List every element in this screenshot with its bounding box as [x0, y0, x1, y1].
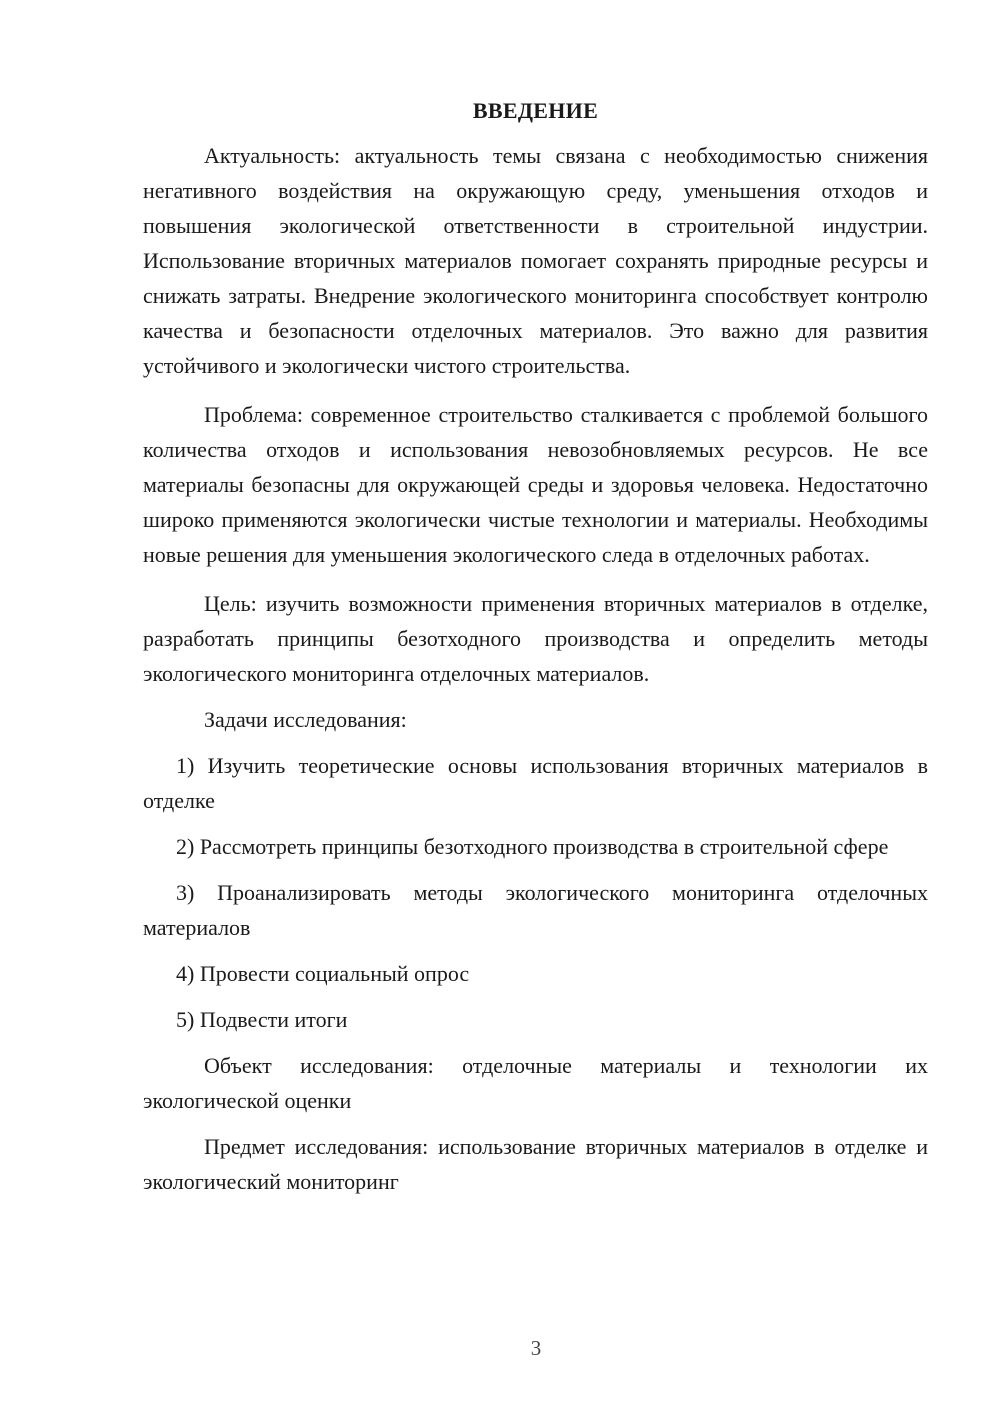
task-item-3: 3) Проанализировать методы экологического мониторинга отделочных материалов	[143, 880, 928, 940]
task-item-4: 4) Провести социальный опрос	[176, 961, 470, 986]
paragraph-goal: Цель: изучить возможности применения вторичных материалов в отделке, разработать принципы безотходного производства и определить методы экологического мониторинга отделочных материалов.	[143, 591, 928, 686]
task-item-1: 1) Изучить теоретические основы использования вторичных материалов в отделке	[143, 753, 928, 813]
task-item-5: 5) Подвести итоги	[176, 1007, 348, 1032]
paragraph-object: Объект исследования: отделочные материалы и технологии их экологической оценки	[143, 1053, 928, 1113]
tasks-heading: Задачи исследования:	[204, 707, 407, 732]
page-number: 3	[530, 1336, 542, 1360]
paragraph-problem: Проблема: современное строительство сталкивается с проблемой большого количества отходов и использования невозобновляемых ресурсов. Не все материалы безопасны для окружающей среды и здоровья человека. Недостаточно широко применяются экологически чистые технологии и материалы. Необходимы новые решения для уменьшения экологического следа в отделочных работах.	[143, 402, 928, 567]
paragraph-actuality: Актуальность: актуальность темы связана с необходимостью снижения негативного воздействия на окружающую среду, уменьшения отходов и повышения экологической ответственности в строительной индустрии. Использование вторичных материалов помогает сохранять природные ресурсы и снижать затраты. Внедрение экологического мониторинга способствует контролю качества и безопасности отделочных материалов. Это важно для развития устойчивого и экологически чистого строительства.	[143, 143, 928, 378]
section-title: ВВЕДЕНИЕ	[472, 98, 599, 123]
paragraph-subject: Предмет исследования: использование вторичных материалов в отделке и экологический мониторинг	[143, 1134, 928, 1194]
document-page	[143, 96, 928, 1199]
task-item-2: 2) Рассмотреть принципы безотходного производства в строительной сфере	[176, 834, 889, 859]
